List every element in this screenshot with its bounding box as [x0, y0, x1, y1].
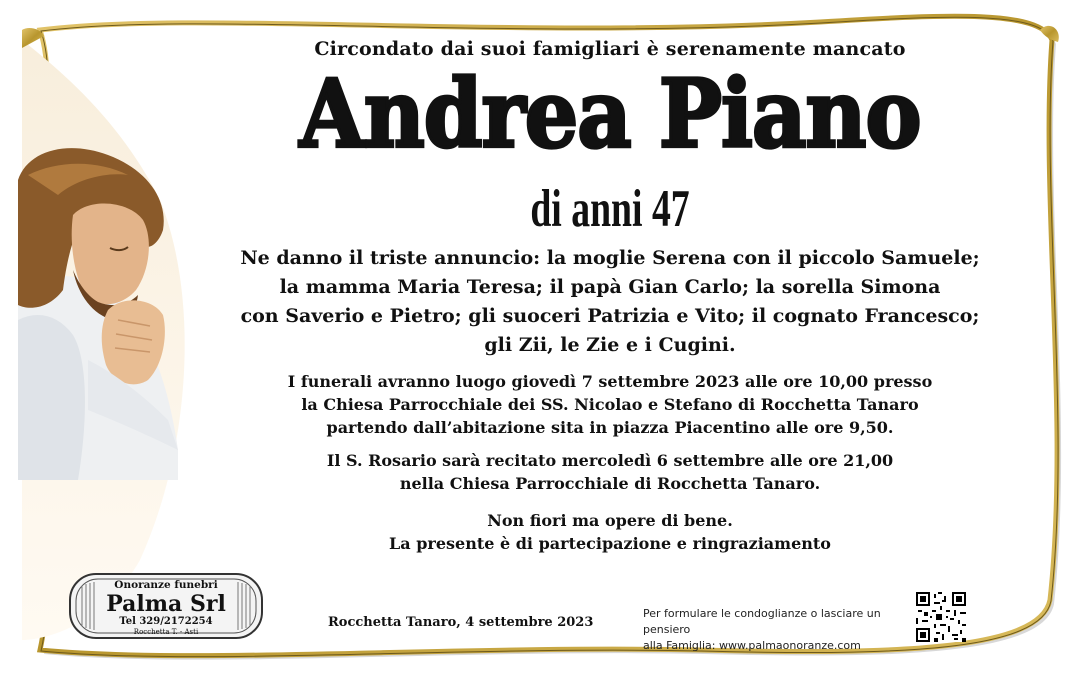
- closing-text: Non fiori ma opere di bene. La presente è di partecipazione e ringraziamento: [389, 511, 831, 553]
- announcement-text: Ne danno il triste annuncio: la moglie Serena con il piccolo Samuele; la mamma Maria Teresa; il papà Gian Carlo; la sorella Simona con Saverio e Pietro; gli suoceri Patrizia e Vito; il cognato Francesco; gli Zii, le Zie e i Cugini.: [240, 247, 980, 356]
- condolence-note: [643, 606, 913, 654]
- agency-tel: Tel 329/2172254: [119, 616, 213, 627]
- notice-body: [195, 30, 1025, 555]
- deceased-name: Andrea Piano: [299, 58, 921, 169]
- funeral-info: I funerali avranno luogo giovedì 7 settembre 2023 alle ore 10,00 presso la Chiesa Parrocchiale dei SS. Nicolao e Stefano di Rocchetta Tanaro partendo dall’abitazione sita in piazza Piacentino alle ore 9,50.: [287, 372, 933, 437]
- agency-label: Onoranze funebri: [114, 579, 218, 591]
- condolence-link[interactable]: alla Famiglia: www.palmaonoranze.com: [643, 639, 861, 652]
- deceased-age: di anni 47: [530, 179, 690, 238]
- date-place: Rocchetta Tanaro, 4 settembre 2023: [328, 615, 594, 630]
- praying-jesus-icon: [18, 120, 183, 480]
- condolence-line-1: Per formulare le condoglianze o lasciare un pensiero: [643, 607, 881, 636]
- agency-place: Rocchetta T. - Asti: [133, 628, 199, 636]
- intro-line: Circondato dai suoi famigliari è serenamente mancato: [314, 38, 906, 60]
- agency-name: Palma Srl: [106, 591, 226, 617]
- agency-badge: [68, 572, 264, 640]
- qr-code-icon[interactable]: [916, 592, 966, 642]
- rosary-info: Il S. Rosario sarà recitato mercoledì 6 settembre alle ore 21,00 nella Chiesa Parrocchiale di Rocchetta Tanaro.: [326, 451, 894, 493]
